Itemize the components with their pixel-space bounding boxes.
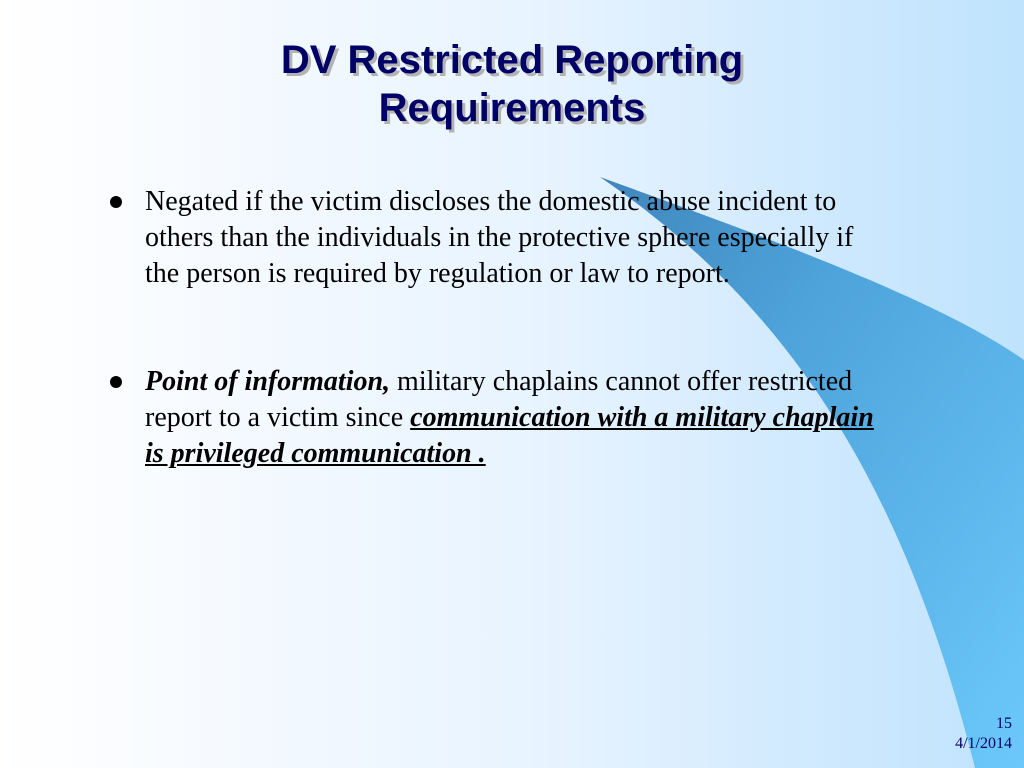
slide-footer <box>955 714 1012 754</box>
bullet-1-text: Negated if the victim discloses the domestic abuse incident to others than the individuals in the protective sphere especially if the person is required by regulation or law to report. <box>145 186 854 289</box>
bullet-dot-icon <box>110 376 122 388</box>
bullet-list <box>105 184 885 472</box>
bullet-2-lead: Point of information, <box>145 366 391 397</box>
slide-title-line-2: Requirements <box>378 86 646 130</box>
slide-title-line-1: DV Restricted Reporting <box>280 38 744 82</box>
page-number: 15 <box>996 715 1012 732</box>
bullet-dot-icon <box>110 196 122 208</box>
bullet-2-emphasis: communication with a military chaplain is privileged communication . <box>145 402 874 469</box>
bullet-item-1 <box>105 184 885 292</box>
slide-title <box>0 36 1024 132</box>
slide-date: 4/1/2014 <box>955 735 1012 752</box>
bullet-2-text: military chaplains cannot offer restricted report to a victim since <box>145 366 853 433</box>
bullet-item-2 <box>105 364 885 472</box>
